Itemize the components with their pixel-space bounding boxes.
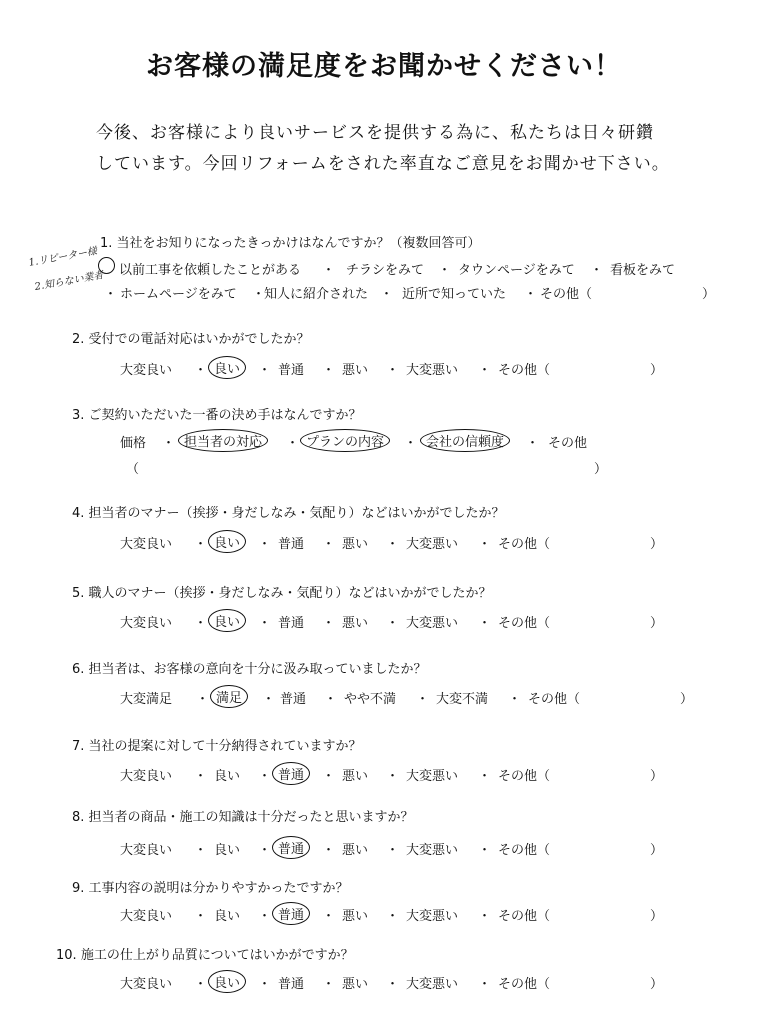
option-very-good[interactable]: 大変良い — [120, 843, 173, 858]
question-7 — [72, 735, 362, 754]
separator: ・ — [194, 909, 208, 924]
option-very-bad[interactable]: 大変悪い — [406, 616, 459, 631]
question-text: 担当者のマナー（挨拶・身だしなみ・気配り）などはいかがでしたか？ — [88, 506, 505, 521]
option-bad[interactable]: 悪い — [342, 363, 369, 378]
question-text: 受付での電話対応はいかがでしたか？ — [88, 332, 310, 347]
separator: ・ — [404, 436, 418, 451]
option-flyer[interactable]: チラシをみて — [346, 263, 425, 278]
paren-close: ） — [650, 769, 664, 784]
question-number: 7. — [72, 739, 85, 754]
separator: ・ — [322, 616, 336, 631]
option-very-bad[interactable]: 大変悪い — [406, 363, 459, 378]
option-somewhat-dissatisfied[interactable]: やや不満 — [344, 692, 397, 707]
question-text: 職人のマナー（挨拶・身だしなみ・気配り）などはいかがでしたか？ — [88, 586, 492, 601]
separator: ・ — [262, 692, 276, 707]
option-bad[interactable]: 悪い — [342, 769, 369, 784]
separator: ・ — [196, 692, 210, 707]
option-very-good[interactable]: 大変良い — [120, 616, 173, 631]
question-text: 当社の提案に対して十分納得されていますか？ — [88, 739, 362, 754]
question-text: ご契約いただいた一番の決め手はなんですか？ — [88, 408, 362, 423]
option-company-trust-selected[interactable]: 会社の信頼度 — [420, 429, 510, 452]
option-previous-work[interactable]: 以前工事を依頼したことがある — [119, 263, 302, 278]
separator: ・ — [322, 363, 336, 378]
page-title: お客様の満足度をお聞かせください！ — [146, 51, 622, 82]
option-very-good[interactable]: 大変良い — [120, 769, 173, 784]
option-very-good[interactable]: 大変良い — [120, 363, 173, 378]
separator: ・ — [322, 977, 336, 992]
handwritten-note-2: 2.知らない業者 — [33, 270, 105, 293]
separator: ・ — [386, 616, 400, 631]
option-normal-selected[interactable]: 普通 — [272, 836, 310, 859]
separator: ・ — [258, 769, 272, 784]
separator: ・ — [386, 909, 400, 924]
separator: ・ — [478, 363, 492, 378]
option-signboard[interactable]: 看板をみて — [610, 263, 676, 278]
separator: ・ — [416, 692, 430, 707]
option-normal[interactable]: 普通 — [278, 977, 305, 992]
option-normal-selected[interactable]: 普通 — [272, 762, 310, 785]
separator: ・ — [478, 843, 492, 858]
option-other[interactable]: その他 — [548, 436, 588, 451]
options-row — [0, 973, 768, 991]
separator: ・ — [194, 363, 208, 378]
question-1 — [100, 232, 481, 251]
paren-close: ） — [650, 363, 664, 378]
option-bad[interactable]: 悪い — [342, 843, 369, 858]
question-number: 4. — [72, 506, 85, 521]
option-other[interactable]: その他（ — [498, 843, 551, 858]
separator: ・ — [258, 843, 272, 858]
options-row-2 — [0, 283, 768, 301]
question-4 — [72, 502, 505, 521]
options-row — [0, 839, 768, 857]
question-number: 8. — [72, 810, 85, 825]
paren-close: ） — [650, 537, 664, 552]
separator: ・ — [252, 287, 266, 302]
question-10 — [56, 944, 354, 963]
separator: ・ — [526, 436, 540, 451]
intro-line-1: 今後、お客様により良いサービスを提供する為に、私たちは日々研鑽 — [96, 123, 654, 143]
option-normal[interactable]: 普通 — [278, 363, 305, 378]
paren-close: ） — [650, 843, 664, 858]
option-good-selected[interactable]: 良い — [208, 609, 246, 632]
separator: ・ — [104, 287, 118, 302]
option-other[interactable]: その他（ — [498, 977, 551, 992]
separator: ・ — [386, 977, 400, 992]
separator: ・ — [438, 263, 452, 278]
separator: ・ — [478, 977, 492, 992]
option-other[interactable]: その他（ — [540, 287, 593, 302]
question-3 — [72, 404, 362, 423]
question-number: 1. — [100, 236, 113, 251]
option-normal[interactable]: 普通 — [278, 616, 305, 631]
option-normal[interactable]: 普通 — [280, 692, 307, 707]
question-number: 3. — [72, 408, 85, 423]
separator: ・ — [322, 263, 336, 278]
option-introduced[interactable]: 知人に紹介された — [264, 287, 369, 302]
separator: ・ — [478, 909, 492, 924]
option-good[interactable]: 良い — [214, 769, 241, 784]
option-staff-response-selected[interactable]: 担当者の対応 — [178, 429, 268, 452]
paren-close: ） — [650, 616, 664, 631]
option-very-bad[interactable]: 大変悪い — [406, 843, 459, 858]
handwritten-note-1: 1.リピーター様 — [27, 246, 98, 269]
options-row — [0, 432, 768, 450]
option-good-selected[interactable]: 良い — [208, 530, 246, 553]
separator: ・ — [258, 616, 272, 631]
option-other[interactable]: その他（ — [498, 616, 551, 631]
option-other[interactable]: その他（ — [498, 769, 551, 784]
separator: ・ — [508, 692, 522, 707]
separator: ・ — [286, 436, 300, 451]
question-8 — [72, 806, 414, 825]
question-6 — [72, 658, 427, 677]
option-price[interactable]: 価格 — [120, 436, 147, 451]
question-number: 2. — [72, 332, 85, 347]
separator: ・ — [258, 537, 272, 552]
question-number: 5. — [72, 586, 85, 601]
option-bad[interactable]: 悪い — [342, 909, 369, 924]
separator: ・ — [478, 769, 492, 784]
option-good-selected[interactable]: 良い — [208, 356, 246, 379]
separator: ・ — [194, 769, 208, 784]
separator: ・ — [386, 769, 400, 784]
option-good[interactable]: 良い — [214, 909, 241, 924]
question-text: 工事内容の説明は分かりやすかったですか？ — [88, 881, 349, 896]
option-very-bad[interactable]: 大変悪い — [406, 977, 459, 992]
separator: ・ — [258, 977, 272, 992]
separator: ・ — [322, 769, 336, 784]
option-bad[interactable]: 悪い — [342, 537, 369, 552]
paren-close: ） — [594, 462, 608, 477]
separator: ・ — [386, 363, 400, 378]
option-very-dissatisfied[interactable]: 大変不満 — [436, 692, 489, 707]
option-other[interactable]: その他（ — [498, 537, 551, 552]
question-number: 10. — [56, 948, 77, 963]
separator: ・ — [194, 537, 208, 552]
question-text: 担当者の商品・施工の知識は十分だったと思いますか？ — [88, 810, 414, 825]
option-plan-content-selected[interactable]: プランの内容 — [300, 429, 390, 452]
separator: ・ — [324, 692, 338, 707]
separator: ・ — [322, 843, 336, 858]
question-5 — [72, 582, 492, 601]
paren-close: ） — [650, 909, 664, 924]
separator: ・ — [162, 436, 176, 451]
separator: ・ — [380, 287, 394, 302]
separator: ・ — [478, 616, 492, 631]
option-very-satisfied[interactable]: 大変満足 — [120, 692, 173, 707]
separator: ・ — [258, 363, 272, 378]
option-bad[interactable]: 悪い — [342, 616, 369, 631]
option-very-good[interactable]: 大変良い — [120, 977, 173, 992]
separator: ・ — [386, 843, 400, 858]
option-normal[interactable]: 普通 — [278, 537, 305, 552]
options-row — [0, 533, 768, 551]
options-row — [0, 359, 768, 377]
question-text: 担当者は、お客様の意向を十分に汲み取っていましたか？ — [88, 662, 427, 677]
question-text: 施工の仕上がり品質についてはいかがですか？ — [80, 948, 354, 963]
question-number: 9. — [72, 881, 85, 896]
option-very-bad[interactable]: 大変悪い — [406, 909, 459, 924]
paren-close: ） — [650, 977, 664, 992]
options-row — [0, 612, 768, 630]
separator: ・ — [386, 537, 400, 552]
separator: ・ — [524, 287, 538, 302]
separator: ・ — [322, 909, 336, 924]
separator: ・ — [322, 537, 336, 552]
option-other[interactable]: その他（ — [498, 909, 551, 924]
option-other[interactable]: その他（ — [528, 692, 581, 707]
option-good[interactable]: 良い — [214, 843, 241, 858]
option-satisfied-selected[interactable]: 満足 — [210, 685, 248, 708]
separator: ・ — [478, 537, 492, 552]
options-row — [0, 905, 768, 923]
paren-open: （ — [126, 462, 140, 477]
intro-line-2: しています。今回リフォームをされた率直なご意見をお聞かせ下さい。 — [96, 154, 670, 174]
question-number: 6. — [72, 662, 85, 677]
option-very-good[interactable]: 大変良い — [120, 909, 173, 924]
question-9 — [72, 877, 349, 896]
separator: ・ — [258, 909, 272, 924]
option-very-bad[interactable]: 大変悪い — [406, 769, 459, 784]
options-row — [0, 688, 768, 706]
separator: ・ — [194, 616, 208, 631]
question-2 — [72, 328, 310, 347]
option-very-good[interactable]: 大変良い — [120, 537, 173, 552]
option-nearby[interactable]: 近所で知っていた — [402, 287, 507, 302]
options-row — [0, 765, 768, 783]
option-homepage[interactable]: ホームページをみて — [120, 287, 237, 302]
option-bad[interactable]: 悪い — [342, 977, 369, 992]
paren-close: ） — [680, 692, 694, 707]
options-row-2 — [0, 458, 768, 476]
option-townpage[interactable]: タウンページをみて — [458, 263, 575, 278]
option-good-selected[interactable]: 良い — [208, 970, 246, 993]
options-row-1 — [0, 259, 768, 277]
separator: ・ — [194, 843, 208, 858]
option-normal-selected[interactable]: 普通 — [272, 902, 310, 925]
option-very-bad[interactable]: 大変悪い — [406, 537, 459, 552]
paren-close: ） — [702, 287, 716, 302]
separator: ・ — [194, 977, 208, 992]
option-other[interactable]: その他（ — [498, 363, 551, 378]
question-text: 当社をお知りになったきっかけはなんですか？（複数回答可） — [116, 236, 481, 251]
separator: ・ — [590, 263, 604, 278]
